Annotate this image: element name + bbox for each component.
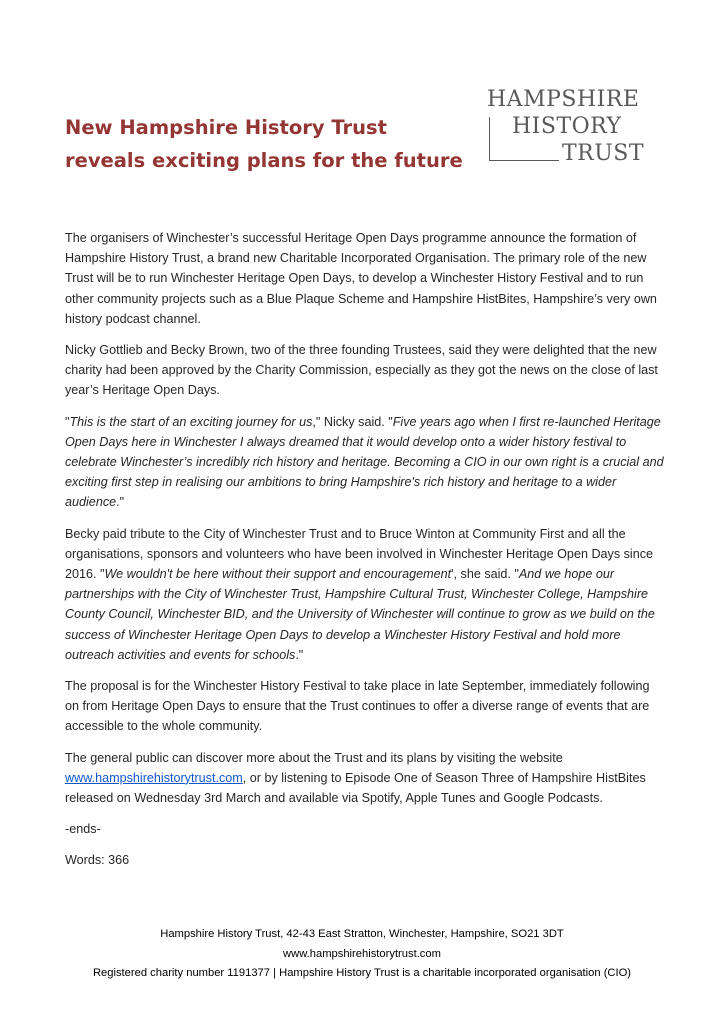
quote-mark: ." bbox=[116, 495, 125, 510]
press-release-body bbox=[65, 228, 665, 882]
paragraph-festival-proposal: The proposal is for the Winchester History Festival to take place in late September, immediately following on from Heritage Open Days to ensure that the Trust continues to offer a diverse range of events that are accessible to the whole community. bbox=[65, 679, 650, 734]
website-link[interactable]: www.hampshirehistorytrust.com bbox=[65, 770, 243, 785]
quote-mark: " bbox=[65, 414, 70, 429]
footer-website: www.hampshirehistorytrust.com bbox=[283, 947, 441, 960]
paragraph-text: Becky paid tribute to the City of Winchester Trust and to Bruce Winton at Community First and all the organisations, sponsors and volunteers who have been involved in Winchester Heritage Open Days since 2016. " bbox=[65, 526, 654, 582]
headline-line-1: New Hampshire History Trust bbox=[65, 116, 387, 139]
paragraph-becky-quote bbox=[65, 524, 665, 665]
quote-text: This is the start of an exciting journey for us bbox=[69, 414, 313, 429]
paragraph-text: , or by listening to Episode One of Season Three of Hampshire HistBites released on Wednesday 3rd March and available via Spotify, Apple Tunes and Google Podcasts. bbox=[65, 770, 646, 806]
footer-charity-info: Registered charity number 1191377 | Hampshire History Trust is a charitable incorporated organisation (CIO) bbox=[92, 967, 632, 980]
page-footer bbox=[40, 925, 684, 984]
quote-attribution: ', she said. " bbox=[451, 567, 519, 582]
paragraph-trustees: Nicky Gottlieb and Becky Brown, two of the three founding Trustees, said they were delighted that the new charity had been approved by the Charity Commission, especially as they got the news on the close of last year’s Heritage Open Days. bbox=[65, 343, 658, 398]
quote-text: Five years ago when I first re-launched Heritage Open Days here in Winchester I always dreamed that it would develop onto a wider history festival to celebrate Winchester’s incredibly rich history and heritage. Becoming a CIO in our own right is a crucial and exciting first step in realising our ambitions to bring Hampshire's rich history and heritage to a wider audience bbox=[65, 414, 664, 510]
paragraph-text: The general public can discover more about the Trust and its plans by visiting the website bbox=[65, 750, 563, 765]
hampshire-history-trust-logo bbox=[485, 86, 655, 166]
paragraph-announcement: The organisers of Winchester’s successful Heritage Open Days programme announce the formation of Hampshire History Trust, a brand new Charitable Incorporated Organisation. The primary role of the new Trust will be to run Winchester Heritage Open Days, to develop a Winchester History Festival and to run other community projects such as a Blue Plaque Scheme and Hampshire HistBites, Hampshire’s very own history podcast channel. bbox=[65, 231, 657, 326]
headline-line-2: reveals exciting plans for the future bbox=[65, 149, 463, 172]
ends-marker: -ends- bbox=[65, 822, 101, 837]
paragraph-website bbox=[65, 748, 665, 809]
paragraph-nicky-quote bbox=[65, 412, 665, 513]
logo-text-hampshire: HAMPSHIRE bbox=[487, 87, 640, 112]
quote-attribution: ," Nicky said. " bbox=[312, 414, 393, 429]
quote-text: And we hope our partnerships with the City of Winchester Trust, Hampshire Cultural Trust, Winchester College, Hampshire County Council, Winchester BID, and the University of Winchester will continue to grow as we build on the success of Winchester Heritage Open Days to develop a Winchester History Festival and hold more outreach activities and events for schools bbox=[65, 567, 655, 662]
logo-vertical-rule bbox=[489, 117, 490, 161]
logo-text-trust: TRUST bbox=[562, 141, 645, 166]
quote-mark: ." bbox=[295, 647, 304, 662]
word-count: Words: 366 bbox=[65, 853, 130, 868]
logo-horizontal-rule bbox=[489, 160, 559, 161]
footer-address: Hampshire History Trust, 42-43 East Stratton, Winchester, Hampshire, SO21 3DT bbox=[160, 928, 564, 940]
logo-text-history: HISTORY bbox=[512, 114, 622, 139]
headline bbox=[65, 111, 485, 177]
quote-text: We wouldn't be here without their support and encouragement bbox=[104, 567, 452, 582]
